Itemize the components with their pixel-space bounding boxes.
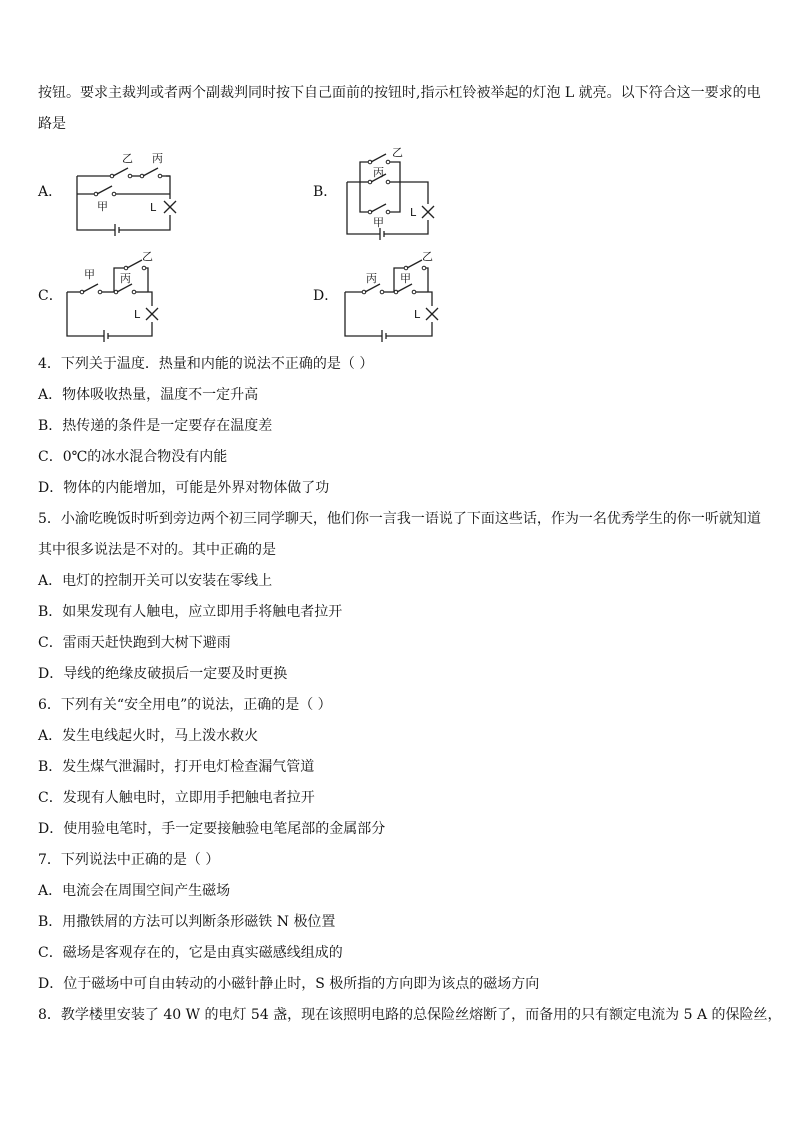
label-lamp: L <box>150 201 157 214</box>
q4-option-d: D．物体的内能增加，可能是外界对物体做了功 <box>38 480 330 496</box>
q3-circuit-c <box>62 248 172 340</box>
label-bing-c: 丙 <box>120 272 131 285</box>
q5-stem-line1: 5．小渝吃晚饭时听到旁边两个初三同学聊天，他们你一言我一语说了下面这些话，作为一名优秀学生的你一听就知道 <box>38 511 761 527</box>
q6-option-a: A．发生电线起火时，马上泼水救火 <box>38 728 259 744</box>
q5-stem-line2: 其中很多说法是不对的。其中正确的是 <box>38 542 276 558</box>
label-bing: 丙 <box>152 152 163 165</box>
label-jia-b: 甲 <box>373 216 384 229</box>
q7-option-a: A．电流会在周围空间产生磁场 <box>38 883 231 899</box>
q5-option-a: A．电灯的控制开关可以安装在零线上 <box>38 573 273 589</box>
label-bing-d: 丙 <box>366 272 377 285</box>
q3-circuit-b <box>340 142 450 242</box>
q7-option-d: D．位于磁场中可自由转动的小磁针静止时，S 极所指的方向即为该点的磁场方向 <box>38 976 540 992</box>
q6-option-d: D．使用验电笔时，手一定要接触验电笔尾部的金属部分 <box>38 821 386 837</box>
q3-circuit-d <box>340 248 450 340</box>
q3-intro-line1: 按钮。要求主裁判或者两个副裁判同时按下自己面前的按钮时,指示杠铃被举起的灯泡 L 就亮。以下符合这一要求的电 <box>38 85 761 101</box>
q7-option-c: C．磁场是客观存在的，它是由真实磁感线组成的 <box>38 945 343 961</box>
label-jia: 甲 <box>97 200 108 213</box>
label-lamp-b: L <box>410 206 417 219</box>
q3-option-a-label: A． <box>38 184 63 200</box>
label-jia-d: 甲 <box>400 272 411 285</box>
q3-option-d-label: D． <box>313 288 339 304</box>
q3-circuit-a <box>70 148 185 233</box>
q4-option-c: C．0℃的冰水混合物没有内能 <box>38 449 228 465</box>
q8-stem: 8．教学楼里安装了 40 W 的电灯 54 盏，现在该照明电路的总保险丝熔断了，而备用的只有额定电流为 5 A 的保险丝， <box>38 1007 782 1023</box>
q5-option-c: C．雷雨天赶快跑到大树下避雨 <box>38 635 231 651</box>
q4-option-b: B．热传递的条件是一定要存在温度差 <box>38 418 273 434</box>
q6-option-c: C．发现有人触电时，立即用手把触电者拉开 <box>38 790 315 806</box>
label-bing-b: 丙 <box>373 166 384 179</box>
label-yi-d: 乙 <box>422 250 433 263</box>
label-lamp-c: L <box>134 308 141 321</box>
label-jia-c: 甲 <box>84 268 95 281</box>
q4-stem: 4．下列关于温度．热量和内能的说法不正确的是（ ） <box>38 356 374 372</box>
q5-option-b: B．如果发现有人触电，应立即用手将触电者拉开 <box>38 604 343 620</box>
q3-intro-line2: 路是 <box>38 116 66 132</box>
q6-stem: 6．下列有关“安全用电”的说法，正确的是（ ） <box>38 697 332 713</box>
label-yi: 乙 <box>122 152 133 165</box>
q4-option-a: A．物体吸收热量，温度不一定升高 <box>38 387 259 403</box>
q3-option-c-label: C． <box>38 288 63 304</box>
q7-option-b: B．用撒铁屑的方法可以判断条形磁铁 N 极位置 <box>38 914 336 930</box>
label-lamp-d: L <box>414 308 421 321</box>
q5-option-d: D．导线的绝缘皮破损后一定要及时更换 <box>38 666 288 682</box>
q6-option-b: B．发生煤气泄漏时，打开电灯检查漏气管道 <box>38 759 315 775</box>
q3-option-b-label: B． <box>313 184 338 200</box>
q7-stem: 7．下列说法中正确的是（ ） <box>38 852 220 868</box>
label-yi-b: 乙 <box>392 146 403 159</box>
label-yi-c: 乙 <box>142 250 153 263</box>
